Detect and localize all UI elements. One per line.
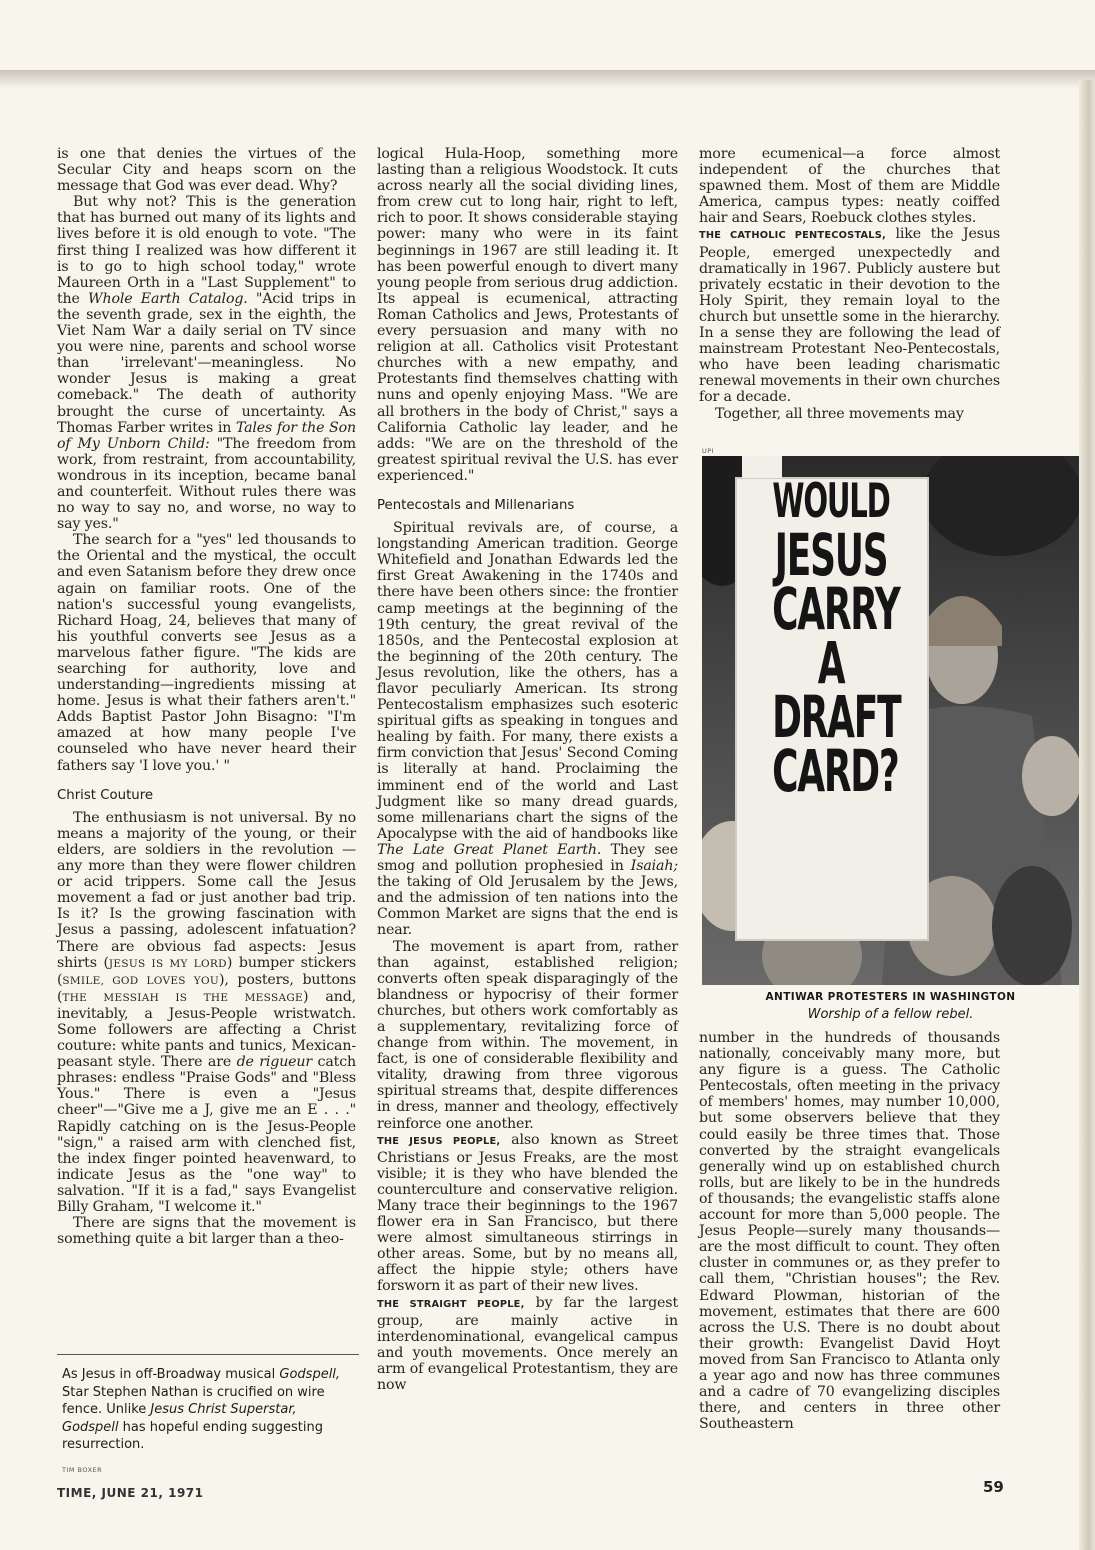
paragraph: There are signs that the movement is something quite a bit larger than a theo- xyxy=(57,1215,356,1248)
page-binding-edge xyxy=(1079,80,1095,1550)
paragraph: more ecumenical—a force almost independent of the churches that spawned them. Most of them are Middle America, campus types: neatly coiffed hair and Sears, Roebuck clothes styles. xyxy=(699,146,1000,227)
column-3-bottom xyxy=(699,1030,1000,1432)
issue-footer: TIME, JUNE 21, 1971 xyxy=(57,1486,204,1500)
column-3-top xyxy=(699,146,1000,422)
photo-caption-title: ANTIWAR PROTESTERS IN WASHINGTON xyxy=(765,991,1016,1003)
paragraph: logical Hula-Hoop, something more lasting than a religious Woodstock. It cuts across nearly all the social dividing lines, from crew cut to long hair, right to left, rich to poor. It shows considerable staying power: many who were in its faint beginnings in 1967 are still leading it. It has been powerful enough to divert many young people from serious drug addiction. Its appeal is ecumenical, attracting Roman Catholics and Jews, Protestants of every persuasion and many with no religion at all. Catholics visit Protestant churches with a new empathy, and Protestants find themselves chatting with nuns and openly enjoying Mass. "We are all brothers in the body of Christ," says a California Catholic lay leader, and he adds: "We are on the threshold of the greatest spiritual revival the U.S. has ever experienced." xyxy=(377,146,678,484)
caption-rule xyxy=(57,1354,359,1355)
paragraph: The enthusiasm is not universal. By no means a majority of the young, or their elders, are soldiers in the revolution —any more than they were flower children or acid trippers. Some call the Jesus movement a fad or just another bad trip. Is it? Is the growing fascination with Jesus a passing, adolescent infatuation? There are obvious fad aspects: Jesus shirts (JESUS IS MY LORD) bumper stickers (SMILE, GOD LOVES YOU), posters, buttons (THE MESSIAH IS THE MESSAGE) and, inevitably, a Jesus-People wristwatch. Some followers are affecting a Christ couture: white pants and tunics, Mexican-peasant style. There are de rigueur catch phrases: endless "Praise Gods" and "Bless Yous." There is even a "Jesus cheer"—"Give me a J, give me an E . . ." Rapidly catching on is the Jesus-People "sign," a raised arm with clenched fist, the index finger pointed heavenward, to indicate Jesus as the "one way" to salvation. "If it is a fad," says Evangelist Billy Graham, "I welcome it." xyxy=(57,809,356,1215)
sign-text: WOULD JESUS CARRY A DRAFT CARD? xyxy=(772,474,901,805)
page-number: 59 xyxy=(983,1478,1004,1496)
page-top-shadow xyxy=(0,70,1095,88)
paragraph: Together, all three movements may xyxy=(715,405,964,422)
upi-credit: UPI xyxy=(702,447,715,455)
photo-caption-subtitle: Worship of a fellow rebel. xyxy=(807,1007,974,1022)
paragraph: THE CATHOLIC PENTECOSTALS, like the Jesus People, emerged unexpectedly and dramatically in 1967. Publicly austere but privately ecstatic in their devotion to the Holy Spirit, they remain loyal to the church but unsettle some in the hierarchy. In a sense they are following the lead of mainstream Protestant Neo-Pentecostals, who have been leading charismatic renewal movements in their own churches for a decade. xyxy=(699,226,1000,406)
photo-credit: TIM BOXER xyxy=(62,1466,103,1474)
paragraph: THE STRAIGHT PEOPLE, by far the largest group, are mainly active in interdenominational, evangelical campus and youth movements. Once merely an arm of evangelical Protestantism, they are now xyxy=(377,1294,678,1394)
paragraph: number in the hundreds of thousands nationally, conceivably many more, but any figure is a guess. The Catholic Pentecostals, often meeting in the privacy of members' homes, may number 10,000, but some observers believe that they could easily be three times that. Those converted by the straight evangelicals generally wind up on established church rolls, but are likely to be in the hundreds of thousands; the evangelistic staffs alone account for more than 5,000 people. The Jesus People—surely many thousands—are the most difficult to count. They often cluster in communes or, as they prefer to call them, "Christian houses"; the Rev. Edward Plowman, historian of the movement, estimates that there are 600 across the U.S. There is no doubt about their growth: Evangelist David Hoyt moved from San Francisco to Atlanta only a year ago and now has three communes and a cadre of 70 evangelizing disciples there, and centers in three other Southeastern xyxy=(699,1030,1000,1433)
paragraph: is one that denies the virtues of the Secular City and heaps scorn on the message that God was ever dead. Why? xyxy=(57,146,356,195)
paragraph: But why not? This is the generation that has burned out many of its lights and lives before it is old enough to vote. "The first thing I realized was how different it is to go to high school today," wrote Maureen Orth in a "Last Supplement" to the Whole Earth Catalog. "Acid trips in the seventh grade, sex in the eighth, the Viet Nam War a daily serial on TV since you were nine, parents and school worse than 'irrelevant'—meaningless. No wonder Jesus is making a great comeback." The death of authority brought the curse of uncertainty. As Thomas Farber writes in Tales for the Son of My Unborn Child: "The freedom from work, from restraint, from accountability, wondrous in its inception, became banal and counterfeit. Without rules there was no way to say no, and worse, no way to say yes." xyxy=(57,194,356,533)
column-2 xyxy=(377,146,678,1393)
column-1 xyxy=(57,146,356,1247)
protest-photo xyxy=(702,456,1079,985)
godspell-caption: As Jesus in off-Broadway musical Godspell, Star Stephen Nathan is crucified on wire fence. Unlike Jesus Christ Superstar, Godspell has hopeful ending suggesting resurrection. xyxy=(62,1367,341,1452)
paragraph: THE JESUS PEOPLE, also known as Street Christians or Jesus Freaks, are the most visible; it is they who have blended the counterculture and conservative religion. Many trace their beginnings to the 1967 flower era in San Francisco, but there were almost simultaneous stirrings in other areas. Some, but by no means all, affect the hippie style; others have forsworn it as part of their new lives. xyxy=(377,1131,678,1295)
paragraph: Spiritual revivals are, of course, a longstanding American tradition. George Whitefield and Jonathan Edwards led the first Great Awakening in the 1740s and there have been others since: the frontier camp meetings at the beginning of the 19th century, the great revival of the 1850s, and the Pentecostal explosion at the beginning of the 20th century. The Jesus revolution, like the others, has a flavor peculiarly American. Its strong Pentecostalism emphasizes such esoteric spiritual gifts as speaking in tongues and healing by faith. For many, there exists a firm conviction that Jesus' Second Coming is literally at hand. Proclaiming the imminent end of the world and Last Judgment like so many dread guards, some millenarians chart the signs of the Apocalypse with the aid of handbooks like The Late Great Planet Earth. They see smog and pollution prophesied in Isaiah; the taking of Old Jerusalem by the Jews, and the admission of ten nations into the Common Market are signs that the end is near. xyxy=(377,520,678,939)
subheading-christ-couture: Christ Couture xyxy=(57,787,154,803)
protest-sign xyxy=(736,476,926,936)
paragraph: The movement is apart from, rather than against, established religion; converts often speak disparagingly of the blandness or hypocrisy of their former churches, but others work comfortably as a supplementary, revitalizing force of change from within. The movement, in fact, is one of considerable flexibility and vitality, drawing from three vigorous spiritual streams that, despite differences in dress, manner and theology, effectively reinforce one another. xyxy=(377,938,678,1132)
paragraph: The search for a "yes" led thousands to the Oriental and the mystical, the occult and even Satanism before they drew once again on familiar roots. One of the nation's successful young evangelists, Richard Hoag, 24, believes that many of his youthful converts see Jesus as a marvelous father figure. "The kids are searching for authority, love and understanding—ingredients missing at home. Jesus is what their fathers aren't." Adds Baptist Pastor John Bisagno: "I'm amazed at how many people I've counseled who have never heard their fathers say 'I love you.' " xyxy=(57,532,356,774)
subheading-pentecostals: Pentecostals and Millenarians xyxy=(377,497,575,513)
